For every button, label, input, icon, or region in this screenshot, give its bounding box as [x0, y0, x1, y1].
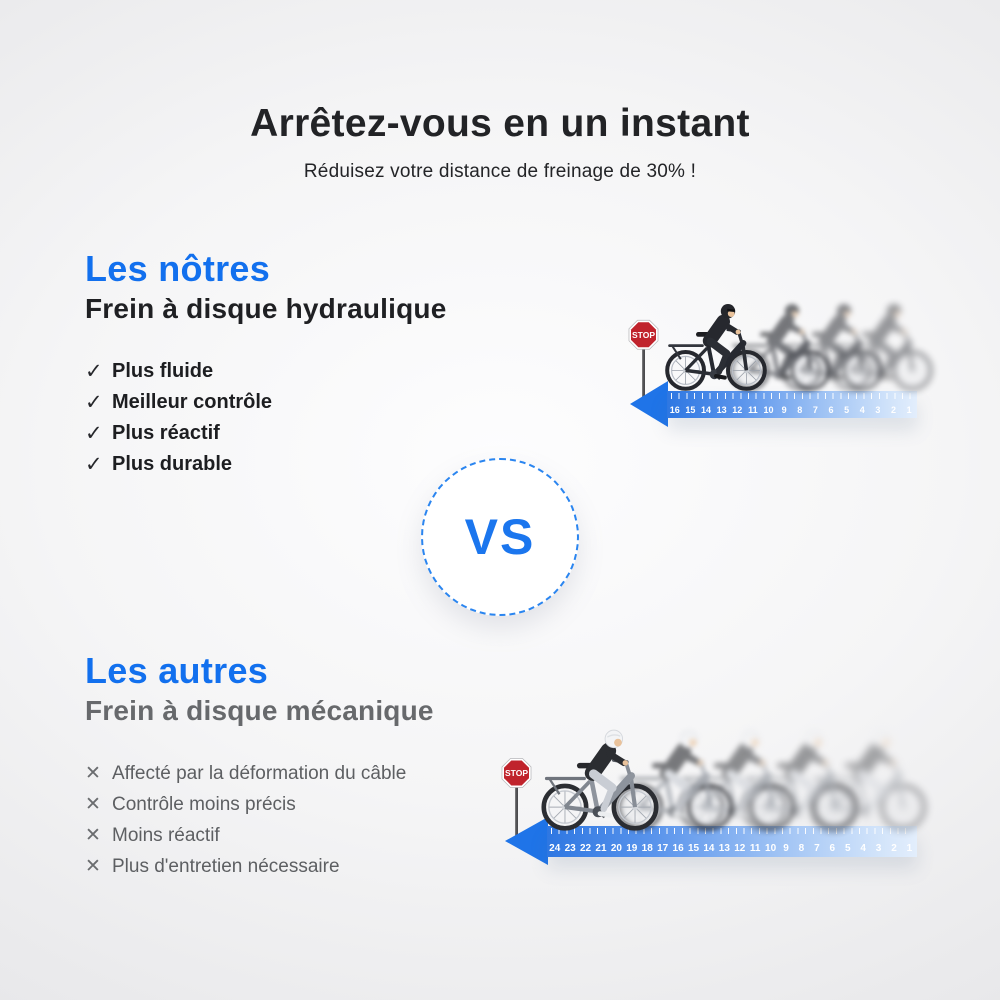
benefit-text: Plus durable	[112, 453, 233, 475]
ruler-number: 2	[891, 843, 897, 854]
ruler-number: 7	[812, 405, 818, 415]
benefit-item	[85, 418, 447, 449]
ruler-number: 7	[814, 843, 820, 854]
ruler-number: 16	[672, 843, 684, 854]
benefit-item	[85, 387, 447, 418]
ruler-number: 24	[549, 843, 561, 854]
ruler-number: 12	[734, 843, 746, 854]
ruler-number: 1	[906, 843, 913, 854]
ruler-number: 18	[641, 843, 653, 854]
ruler-number: 11	[749, 843, 761, 854]
drawback-text: Contrôle moins précis	[112, 793, 296, 815]
drawback-text: Plus d'entretien nécessaire	[112, 855, 340, 877]
benefit-item	[85, 356, 447, 387]
ruler-number: 14	[701, 405, 712, 415]
ruler-number: 2	[891, 405, 897, 415]
ruler-number: 11	[748, 405, 758, 415]
others-drawback-list	[85, 758, 434, 882]
ruler-number: 6	[829, 843, 836, 854]
ruler-number: 8	[797, 405, 803, 415]
benefit-text: Meilleur contrôle	[112, 391, 273, 413]
ruler-number: 5	[844, 843, 851, 854]
check-icon: ✓	[85, 453, 103, 476]
vs-badge	[421, 458, 579, 616]
drawback-item	[85, 820, 434, 851]
ours-benefit-list	[85, 356, 447, 480]
ruler-number: 23	[564, 843, 576, 854]
ruler-number: 17	[657, 843, 669, 854]
drawback-text: Moins réactif	[112, 824, 220, 846]
section-others-text	[85, 650, 434, 882]
ruler-number: 14	[703, 843, 715, 854]
ruler-number: 16	[669, 405, 680, 415]
ruler-number: 15	[685, 405, 696, 415]
cyclist-illustration	[664, 300, 768, 392]
others-label: Les autres	[85, 650, 269, 691]
others-heading: Frein à disque mécanique	[85, 695, 434, 726]
ours-heading: Frein à disque hydraulique	[85, 293, 447, 324]
arrow-head-icon	[630, 381, 668, 427]
page-title: Arrêtez-vous en un instant	[250, 102, 750, 145]
section-ours-text	[85, 248, 447, 480]
header	[0, 102, 1000, 183]
cross-icon: ✕	[85, 763, 101, 784]
drawback-text: Affecté par la déformation du câble	[112, 762, 407, 784]
stop-sign-label: STOP	[505, 768, 528, 779]
ruler-number: 19	[626, 843, 638, 854]
drawback-item	[85, 789, 434, 820]
ruler-number: 8	[798, 843, 805, 854]
cross-icon: ✕	[85, 794, 101, 815]
check-icon: ✓	[85, 422, 103, 445]
ruler-number: 4	[860, 843, 866, 854]
ours-label: Les nôtres	[85, 248, 271, 289]
check-icon: ✓	[85, 360, 103, 383]
ruler-number: 4	[859, 405, 865, 415]
ruler-number: 3	[875, 843, 882, 854]
cross-icon: ✕	[85, 825, 101, 846]
drawback-item	[85, 851, 434, 882]
ruler-number: 10	[765, 843, 777, 854]
ruler-number: 10	[763, 405, 774, 415]
ruler-number: 15	[687, 843, 700, 854]
ruler-number: 9	[781, 405, 787, 415]
vs-label: VS	[464, 509, 536, 565]
drawback-item	[85, 758, 434, 789]
ruler-number: 22	[579, 843, 592, 854]
ruler-number: 5	[844, 405, 850, 415]
ruler-numbers	[667, 405, 917, 415]
ruler-number: 1	[906, 405, 912, 415]
benefit-text: Plus réactif	[112, 422, 220, 444]
ruler-number: 6	[828, 405, 834, 415]
ours-distance-ruler	[667, 391, 917, 418]
ruler-number: 3	[875, 405, 881, 415]
ruler-number: 21	[595, 843, 607, 854]
benefit-text: Plus fluide	[112, 360, 214, 382]
benefit-item	[85, 449, 447, 480]
stop-sign-label: STOP	[632, 329, 655, 340]
cross-icon: ✕	[85, 856, 101, 877]
cyclist-illustration	[540, 726, 660, 832]
page-subtitle: Réduisez votre distance de freinage de 30% !	[303, 161, 697, 182]
ruler-number: 13	[716, 405, 727, 415]
ruler-number: 13	[718, 843, 730, 854]
check-icon: ✓	[85, 391, 103, 414]
ruler-numbers	[547, 843, 917, 854]
ruler-number: 9	[783, 843, 789, 854]
ruler-number: 12	[732, 405, 743, 415]
ruler-number: 20	[610, 843, 622, 854]
